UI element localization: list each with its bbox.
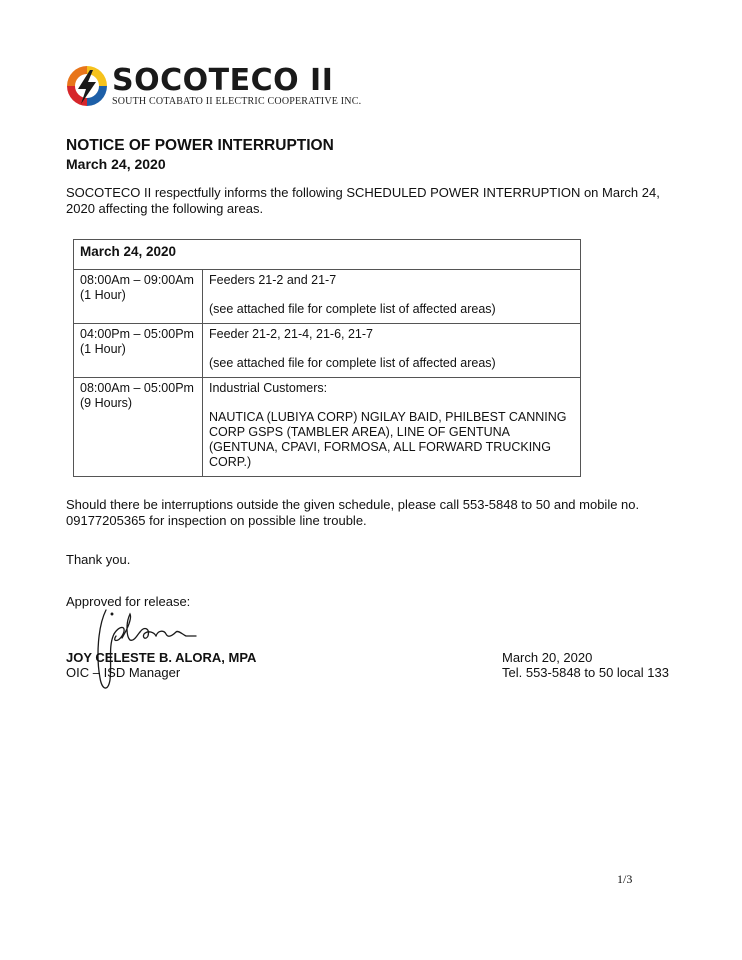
signatory-name: JOY CELESTE B. ALORA, MPA bbox=[66, 650, 257, 665]
time-cell bbox=[74, 378, 203, 477]
time-cell bbox=[74, 324, 203, 378]
duration: (1 Hour) bbox=[80, 288, 126, 302]
area-label: Feeder 21-2, 21-4, 21-6, 21-7 bbox=[209, 327, 373, 341]
table-row bbox=[74, 324, 581, 378]
page-title: NOTICE OF POWER INTERRUPTION bbox=[66, 137, 334, 154]
schedule-table bbox=[73, 239, 581, 477]
company-logo bbox=[62, 62, 372, 112]
area-detail: (see attached file for complete list of affected areas) bbox=[209, 302, 496, 316]
table-header-row bbox=[74, 240, 581, 270]
table-header-date: March 24, 2020 bbox=[74, 240, 581, 270]
release-date: March 20, 2020 bbox=[502, 650, 593, 665]
table-row bbox=[74, 270, 581, 324]
signatory-position: OIC – ISD Manager bbox=[66, 665, 181, 680]
time-cell bbox=[74, 270, 203, 324]
table-row bbox=[74, 378, 581, 477]
area-label: Feeders 21-2 and 21-7 bbox=[209, 273, 337, 287]
area-cell bbox=[203, 270, 581, 324]
notice-date: March 24, 2020 bbox=[66, 156, 166, 172]
time-range: 08:00Am – 09:00Am bbox=[80, 273, 194, 287]
org-full-name: SOUTH COTABATO II ELECTRIC COOPERATIVE INC. bbox=[112, 96, 362, 107]
area-label: Industrial Customers: bbox=[209, 381, 328, 395]
page-number: 1/3 bbox=[617, 872, 633, 886]
contact-paragraph: Should there be interruptions outside the given schedule, please call 553-5848 to 50 and mobile no. 09177205365 for inspection on possible line trouble. bbox=[66, 497, 640, 528]
duration: (1 Hour) bbox=[80, 342, 126, 356]
approval-label: Approved for release: bbox=[66, 594, 191, 609]
lightning-bolt-globe-icon bbox=[62, 62, 112, 110]
intro-paragraph: SOCOTECO II respectfully informs the following SCHEDULED POWER INTERRUPTION on March 24, 2020 affecting the following areas. bbox=[66, 185, 660, 216]
area-cell bbox=[203, 324, 581, 378]
area-cell bbox=[203, 378, 581, 477]
area-detail: NAUTICA (LUBIYA CORP) NGILAY BAID, PHILBEST CANNING CORP GSPS (TAMBLER AREA), LINE OF GENTUNA (GENTUNA, CPAVI, FORMOSA, ALL FORWARD TRUCKING CORP.) bbox=[209, 410, 567, 469]
org-name: SOCOTECO II bbox=[112, 63, 334, 98]
telephone: Tel. 553-5848 to 50 local 133 bbox=[502, 665, 669, 680]
duration: (9 Hours) bbox=[80, 396, 133, 410]
area-detail: (see attached file for complete list of affected areas) bbox=[209, 356, 496, 370]
closing-text: Thank you. bbox=[66, 552, 131, 567]
time-range: 04:00Pm – 05:00Pm bbox=[80, 327, 194, 341]
time-range: 08:00Am – 05:00Pm bbox=[80, 381, 194, 395]
